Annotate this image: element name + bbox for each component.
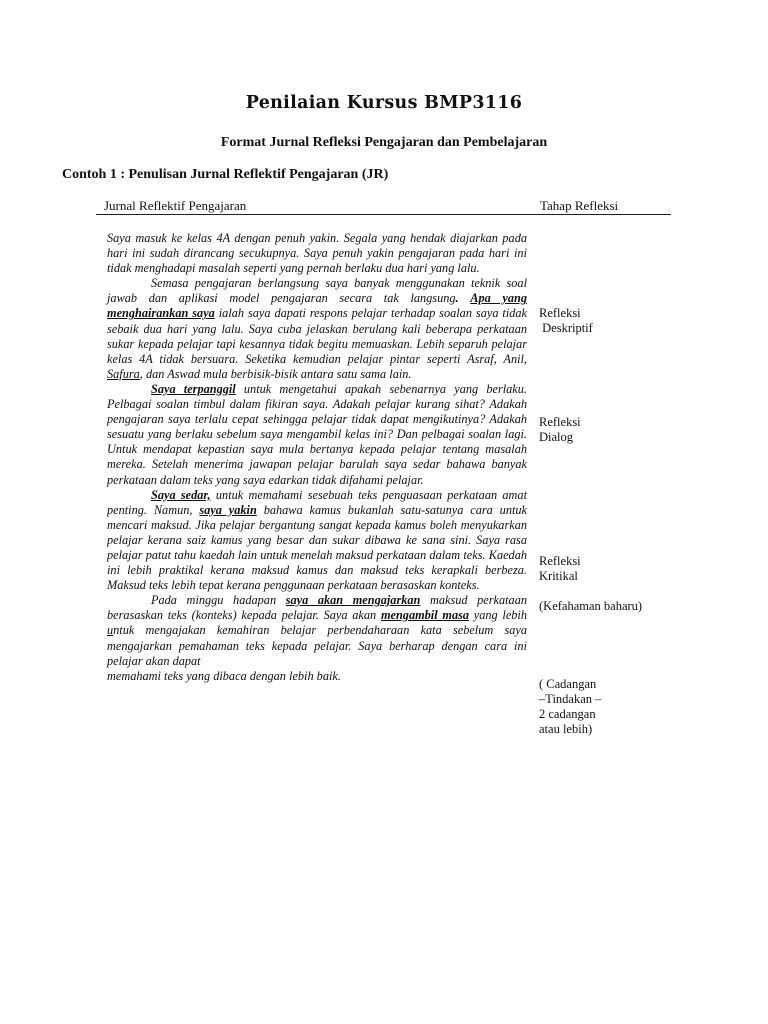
header-rule (96, 214, 671, 215)
paragraph-text: untuk memahami sesebuah teks penguasaan perkataan amat penting. Namun, (107, 487, 527, 517)
name-underlined: Safura (107, 366, 140, 381)
example-heading: Contoh 1 : Penulisan Jurnal Reflektif Pengajaran (JR) (62, 167, 389, 182)
emphasis-phrase: mengambil masa (380, 608, 470, 623)
stage-dialog (539, 415, 581, 445)
paragraph-text: untuk mengetahui apakah sebenarnya yang berlaku. Pelbagai soalan timbul dalam fikiran saya. Adakah pelajar kurang sihat? Adakah pengajaran saya terlalu cepat sehingga pelajar tidak dapat mengikutinya? Adakah sesuatu yang berlaku sebelum saya mengambil kelas ini? Dan pelbagai soalan lagi. Untuk mendapat kepastian saya mula bertanya kepada pelajar tentang masalah mereka. Setelah menerima jawapan pelajar barulah saya sedar bahawa banyak perkataan dalam teks yang saya edarkan tidak difahami pelajar. (107, 381, 527, 487)
paragraph-text: bahawa kamus bukanlah satu-satunya cara untuk mencari maksud. Jika pelajar bergantung sangat kepada kamus boleh menyukarkan pelajar kerana saiz kamus yang besar dan sukar dibawa ke sana sini. Saya rasa pelajar patut tahu kaedah lain untuk menelah maksud perkataan dalam teks. Kaedah ini lebih praktikal kerana maksud kamus dan maksud teks kerapkali berbeza. Maksud teks lebih tepat kerana penggunaan perkataan berasaskan konteks. (107, 502, 528, 593)
paragraph-text: maksud perkataan berasaskan teks (konteks) kepada pelajar. Saya akan (107, 593, 528, 623)
underlined-letter: u (107, 623, 114, 638)
stage-label: Deskriptif (539, 321, 593, 335)
stage-label: atau lebih) (539, 722, 593, 736)
journal-paragraph-5-end: memahami teks yang dibaca dengan lebih baik. (107, 668, 341, 683)
journal-paragraph-1: Saya masuk ke kelas 4A dengan penuh yakin. Segala yang hendak diajarkan pada hari ini sudah dirancang secukupnya. Saya penuh yakin pengajaran pada hari ini tidak menghadapi masalah seperti yang pernah berlaku dua hari yang lalu. (107, 231, 527, 276)
stage-label: Refleksi (539, 415, 581, 429)
emphasis-phrase: saya akan mengajarkan (285, 593, 421, 608)
emphasis-phrase: Saya terpanggil (151, 381, 236, 396)
stage-action (539, 677, 601, 737)
emphasis-phrase: Saya sedar, (151, 487, 211, 502)
stage-descriptive (539, 306, 593, 336)
journal-paragraph-4 (107, 488, 527, 594)
emphasis-phrase: saya yakin (199, 502, 257, 517)
stage-label: Refleksi (539, 306, 581, 320)
paragraph-text: Semasa pengajaran berlangsung saya banyak menggunakan teknik soal jawab dan aplikasi model pengajaran secara tak langsung (107, 276, 527, 306)
journal-text (107, 231, 527, 684)
journal-paragraph-5 (107, 593, 527, 668)
column-header-journal: Jurnal Reflektif Pengajaran (104, 198, 247, 213)
document-title: Penilaian Kursus BMP3116 (245, 93, 523, 113)
paragraph-text: , dan Aswad mula berbisik-bisik antara satu sama lain. (139, 366, 412, 381)
stage-label: Dialog (539, 430, 574, 444)
column-header-stage: Tahap Refleksi (540, 198, 619, 213)
emphasis-phrase: Apa yang menghairankan saya (107, 291, 527, 321)
document-subtitle: Format Jurnal Refleksi Pengajaran dan Pembelajaran (220, 135, 548, 150)
stage-label: Kritikal (539, 569, 578, 583)
stage-label: –Tindakan – (539, 692, 602, 706)
stage-label: ( Cadangan (539, 677, 597, 691)
paragraph-text: yang lebih (469, 608, 528, 623)
paragraph-text: . (455, 291, 459, 306)
stage-label: 2 cadangan (539, 707, 596, 721)
paragraph-text: ntuk mengajakan kemahiran belajar perbendaharaan kata sebelum saya mengajarkan pemahaman teks kepada pelajar. Saya berharap dengan cara ini pelajar akan dapat (107, 623, 527, 668)
paragraph-text: ialah saya dapati respons pelajar terhadap soalan saya tidak sebaik dua hari yang lalu. Saya cuba jelaskan berulang kali beberapa perkataan sukar kepada pelajar tapi kesannya tidak begitu memuaskan. Lebih separuh pelajar kelas 4A tidak bersuara. Seketika kemudian pelajar pintar seperti Asraf, Anil, (107, 306, 528, 366)
stage-label: Refleksi (539, 554, 581, 568)
stage-note: (Kefahaman baharu) (539, 599, 643, 613)
paragraph-text: Pada minggu hadapan (151, 593, 286, 608)
journal-paragraph-3 (107, 382, 527, 488)
stage-critical (539, 554, 642, 614)
journal-paragraph-2 (107, 276, 527, 382)
